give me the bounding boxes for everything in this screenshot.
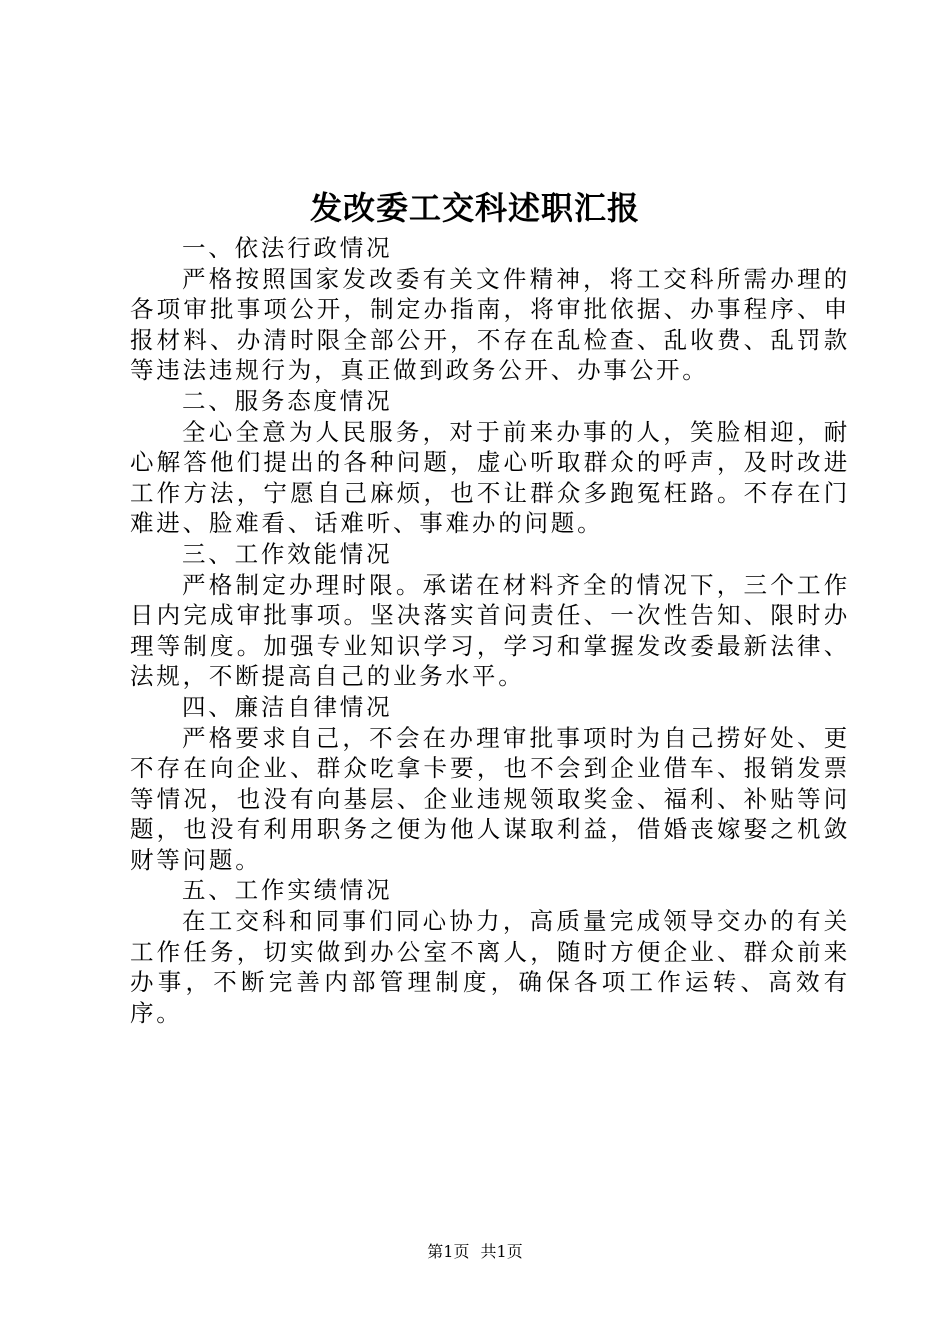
- section-heading-1: 一、依法行政情况: [182, 234, 393, 262]
- section-body-3: 严格制定办理时限。承诺在材料齐全的情况下，三个工作日内完成审批事项。坚决落实首问责任、一次性告知、限时办理等制度。加强专业知识学习，学习和掌握发改委最新法律、法规，不断提高自己的业务水平。: [130, 570, 850, 691]
- page-footer: [0, 1241, 950, 1263]
- page-number: 第1页: [427, 1242, 470, 1261]
- document-title: 发改委工交科述职汇报: [309, 189, 640, 227]
- section-heading-5: 五、工作实绩情况: [182, 876, 393, 905]
- section-body-2: 全心全意为人民服务，对于前来办事的人，笑脸相迎，耐心解答他们提出的各种问题，虚心听取群众的呼声，及时改进工作方法，宁愿自己麻烦，也不让群众多跑冤枉路。不存在门难进、脸难看、话难听、事难办的问题。: [130, 417, 850, 538]
- section-body-5: 在工交科和同事们同心协力，高质量完成领导交办的有关工作任务，切实做到办公室不离人，随时方便企业、群众前来办事，不断完善内部管理制度，确保各项工作运转、高效有序。: [130, 907, 850, 1027]
- section-heading-2: 二、服务态度情况: [182, 386, 393, 415]
- section-body-1: 严格按照国家发改委有关文件精神，将工交科所需办理的各项审批事项公开，制定办指南，将审批依据、办事程序、申报材料、办清时限全部公开，不存在乱检查、乱收费、乱罚款等违法违规行为，真正做到政务公开、办事公开。: [130, 264, 850, 385]
- document-body: [130, 233, 850, 1028]
- section-body-4: 严格要求自己，不会在办理审批事项时为自己捞好处、更不存在向企业、群众吃拿卡要，也不会到企业借车、报销发票等情况，也没有向基层、企业违规领取奖金、福利、补贴等问题，也没有利用职务之便为他人谋取利益，借婚丧嫁娶之机敛财等问题。: [130, 723, 850, 874]
- section-heading-3: 三、工作效能情况: [182, 539, 393, 568]
- section-heading-4: 四、廉洁自律情况: [182, 692, 393, 721]
- page-total: 共1页: [480, 1242, 523, 1261]
